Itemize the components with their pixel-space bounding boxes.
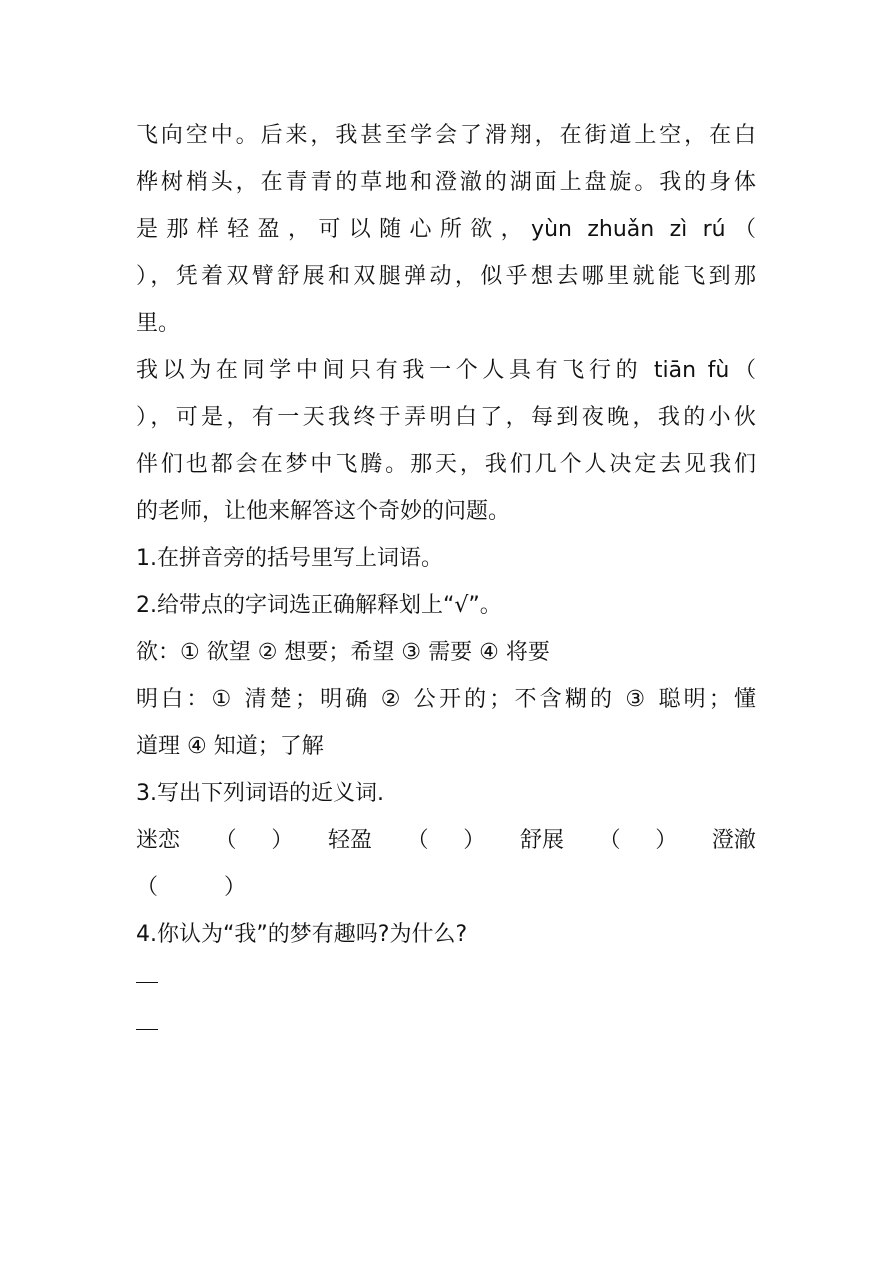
passage-line: 飞向空中。后来，我甚至学会了滑翔，在街道上空，在白 bbox=[136, 123, 756, 148]
synonym-word: 迷恋 bbox=[136, 828, 181, 853]
passage-paragraph-1 bbox=[136, 112, 756, 347]
question-4: 4.你认为“我”的梦有趣吗?为什么? bbox=[136, 922, 468, 947]
passage-line: 我以为在同学中间只有我一个人具有飞行的 tiān fù（ bbox=[136, 358, 756, 383]
answer-line-2[interactable] bbox=[136, 1005, 756, 1052]
question-2-option-yu: 欲：① 欲望 ② 想要；希望 ③ 需要 ④ 将要 bbox=[136, 640, 550, 665]
question-3-answer-bracket[interactable]: （ ） bbox=[136, 875, 247, 900]
passage-line: 的老师，让他来解答这个奇妙的问题。 bbox=[136, 499, 511, 524]
answer-bracket-close: ） bbox=[463, 828, 486, 853]
question-2-option-mingbai: 明白：① 清楚；明确 ② 公开的；不含糊的 ③ 聪明；懂 bbox=[136, 687, 756, 712]
synonym-word: 轻盈 bbox=[327, 828, 372, 853]
answer-rule bbox=[136, 1029, 158, 1030]
answer-bracket-close: ） bbox=[655, 828, 678, 853]
passage-line: 是那样轻盈，可以随心所欲，yùn zhuǎn zì rú（ bbox=[136, 217, 756, 242]
passage-line: 桦树梢头，在青青的草地和澄澈的湖面上盘旋。我的身体 bbox=[136, 170, 756, 195]
answer-bracket-open[interactable]: （ bbox=[214, 828, 237, 853]
answer-line-1[interactable] bbox=[136, 958, 756, 1005]
answer-bracket-open[interactable]: （ bbox=[598, 828, 621, 853]
passage-line: ），凭着双臂舒展和双腿弹动，似乎想去哪里就能飞到那 bbox=[136, 264, 756, 289]
passage-line: 里。 bbox=[136, 311, 181, 336]
passage-line: 伴们也都会在梦中飞腾。那天，我们几个人决定去见我们 bbox=[136, 452, 756, 477]
question-2: 2.给带点的字词选正确解释划上“√”。 bbox=[136, 593, 502, 618]
passage-paragraph-2 bbox=[136, 347, 756, 535]
passage-line: ），可是，有一天我终于弄明白了，每到夜晚，我的小伙 bbox=[136, 405, 756, 430]
document-page bbox=[136, 112, 756, 1052]
question-1: 1.在拼音旁的括号里写上词语。 bbox=[136, 546, 443, 571]
answer-bracket-open[interactable]: （ bbox=[406, 828, 429, 853]
question-2-option-mingbai-cont: 道理 ④ 知道；了解 bbox=[136, 734, 324, 759]
answer-bracket-close: ） bbox=[271, 828, 294, 853]
synonym-word: 澄澈 bbox=[711, 828, 756, 853]
question-3-word-row bbox=[136, 817, 756, 864]
question-3: 3.写出下列词语的近义词. bbox=[136, 781, 384, 806]
synonym-word: 舒展 bbox=[519, 828, 564, 853]
answer-rule bbox=[136, 982, 158, 983]
